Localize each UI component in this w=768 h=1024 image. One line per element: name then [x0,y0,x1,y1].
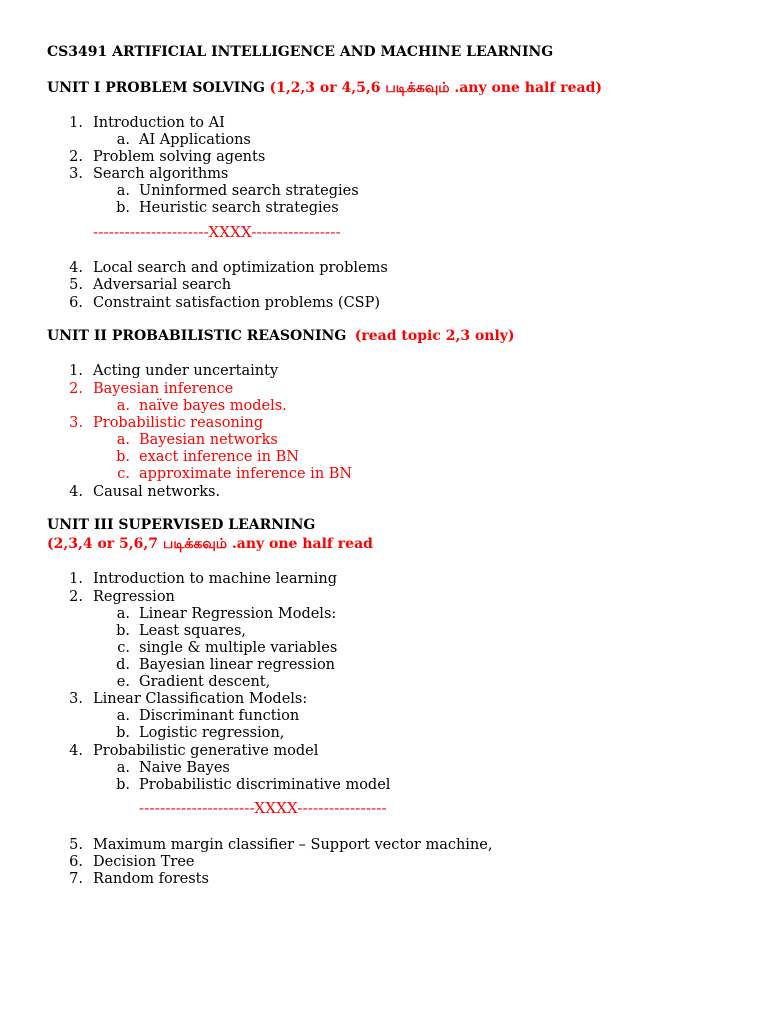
item-text: Probabilistic generative model [93,743,319,759]
item-text: Discriminant function [139,708,300,724]
item-text: Local search and optimization problems [93,260,388,276]
item-text: Linear Classification Models: [93,691,308,707]
item-letter: b. [116,623,130,639]
item-number: 7. [69,871,83,887]
item-text: Constraint satisfaction problems (CSP) [93,295,381,311]
item-letter: a. [116,398,130,414]
item-number: 4. [69,484,83,500]
item-number: 3. [69,166,83,182]
item-text: naïve bayes models. [139,398,287,414]
unit2-heading-line [47,328,515,345]
item-text: exact inference in BN [139,449,299,465]
item-text: Search algorithms [93,166,229,182]
item-text: Bayesian linear regression [139,657,336,673]
unit3-note: (2,3,4 or 5,6,7 படிக்கவும் .any one half read [47,536,373,552]
item-letter: a. [116,432,130,448]
item-text: Gradient descent, [139,674,271,690]
item-text: Maximum margin classifier – Support vector machine, [93,837,493,853]
item-letter: a. [116,183,130,199]
section-divider: ----------------------XXXX----------------- [93,223,341,241]
unit3-heading: UNIT III SUPERVISED LEARNING [47,517,316,533]
unit2-note: (read topic 2,3 only) [354,328,515,344]
unit1-heading-line [47,80,602,97]
item-text: Probabilistic reasoning [93,415,264,431]
item-letter: a. [116,132,130,148]
item-number: 4. [69,260,83,276]
item-text: Uninformed search strategies [139,183,359,199]
item-number: 5. [69,277,83,293]
item-number: 3. [69,415,83,431]
item-number: 1. [69,363,83,379]
section-divider: ----------------------XXXX----------------- [139,799,387,817]
item-text: Adversarial search [93,277,232,293]
item-text: AI Applications [139,132,251,148]
item-letter: a. [116,708,130,724]
item-text: Bayesian networks [139,432,278,448]
item-text: Least squares, [139,623,247,639]
item-number: 2. [69,589,83,605]
item-text: single & multiple variables [139,640,338,656]
item-letter: b. [116,777,130,793]
item-number: 2. [69,381,83,397]
item-number: 2. [69,149,83,165]
item-number: 1. [69,115,83,131]
item-letter: a. [116,606,130,622]
item-text: Problem solving agents [93,149,266,165]
item-text: Regression [93,589,175,605]
item-text: Acting under uncertainty [93,363,279,379]
item-number: 6. [69,295,83,311]
unit1-heading: UNIT I PROBLEM SOLVING [47,80,265,96]
unit2-heading: UNIT II PROBABILISTIC REASONING [47,328,347,344]
item-text: Bayesian inference [93,381,234,397]
item-text: Random forests [93,871,209,887]
item-number: 3. [69,691,83,707]
document-title: CS3491 ARTIFICIAL INTELLIGENCE AND MACHINE LEARNING [47,44,554,60]
item-letter: b. [116,200,130,216]
item-letter: b. [116,725,130,741]
item-text: Introduction to AI [93,115,225,131]
item-letter: a. [116,760,130,776]
item-text: Probabilistic discriminative model [139,777,391,793]
item-letter: d. [116,657,130,673]
item-number: 4. [69,743,83,759]
unit1-note: (1,2,3 or 4,5,6 படிக்கவும் .any one half read) [269,80,603,96]
item-number: 1. [69,571,83,587]
item-number: 6. [69,854,83,870]
item-text: Introduction to machine learning [93,571,338,587]
item-text: Logistic regression, [139,725,285,741]
item-number: 5. [69,837,83,853]
item-text: Decision Tree [93,854,195,870]
item-text: Linear Regression Models: [139,606,337,622]
item-letter: c. [117,640,130,656]
item-text: Naive Bayes [139,760,230,776]
item-text: Heuristic search strategies [139,200,339,216]
item-letter: c. [117,466,130,482]
item-letter: b. [116,449,130,465]
item-text: Causal networks. [93,484,221,500]
item-letter: e. [116,674,130,690]
item-text: approximate inference in BN [139,466,353,482]
